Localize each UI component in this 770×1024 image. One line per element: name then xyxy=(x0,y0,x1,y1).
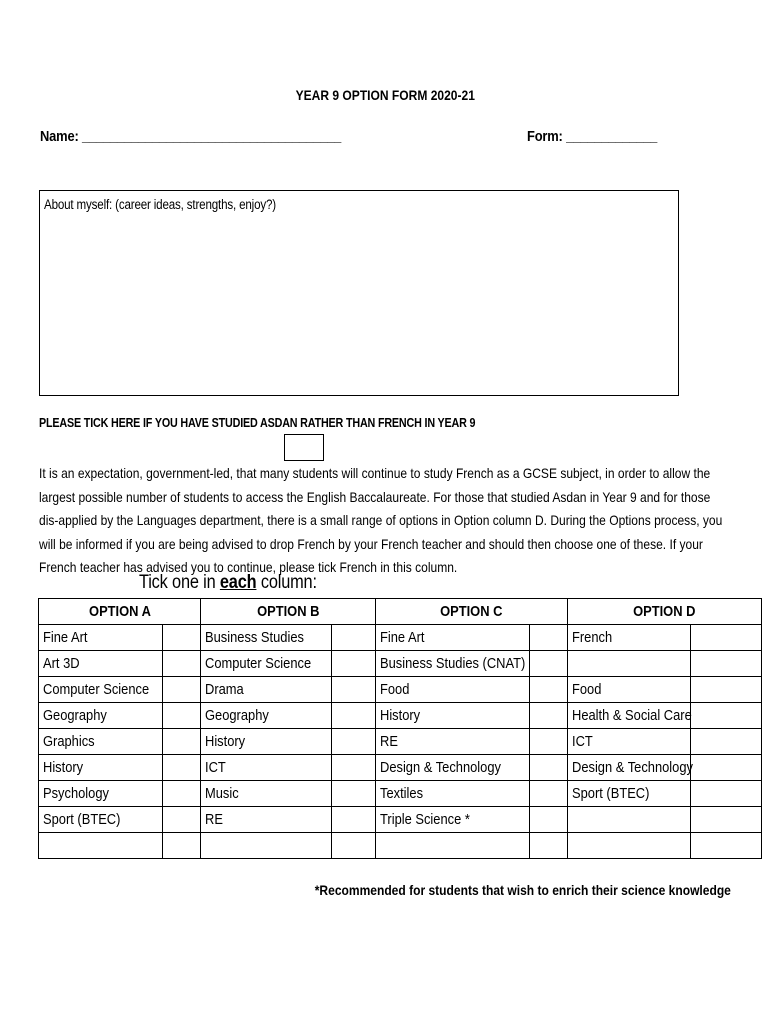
option-a-tick-cell[interactable] xyxy=(163,729,201,755)
option-d-subject: Food xyxy=(568,677,691,703)
option-a-tick-cell[interactable] xyxy=(163,625,201,651)
option-a-tick-cell[interactable] xyxy=(163,781,201,807)
option-d-subject xyxy=(568,833,691,859)
tick-instruction-emphasis: each xyxy=(219,572,257,593)
option-c-tick-cell[interactable] xyxy=(530,625,568,651)
option-b-subject: ICT xyxy=(201,755,332,781)
option-a-tick-cell[interactable] xyxy=(163,703,201,729)
option-c-subject: RE xyxy=(376,729,530,755)
about-myself-box[interactable] xyxy=(39,190,679,396)
option-d-subject: ICT xyxy=(568,729,691,755)
option-d-tick-cell[interactable] xyxy=(691,677,762,703)
table-row xyxy=(39,625,762,651)
asdan-instruction: PLEASE TICK HERE IF YOU HAVE STUDIED ASDAN RATHER THAN FRENCH IN YEAR 9 xyxy=(39,416,476,430)
option-a-tick-cell[interactable] xyxy=(163,651,201,677)
option-d-subject xyxy=(568,651,691,677)
option-d-header: OPTION D xyxy=(568,599,762,625)
option-a-subject: Sport (BTEC) xyxy=(39,807,163,833)
options-table xyxy=(38,598,762,859)
table-row xyxy=(39,781,762,807)
option-d-tick-cell[interactable] xyxy=(691,833,762,859)
option-d-tick-cell[interactable] xyxy=(691,807,762,833)
option-c-subject: Triple Science * xyxy=(376,807,530,833)
option-d-subject xyxy=(568,807,691,833)
option-c-tick-cell[interactable] xyxy=(530,703,568,729)
option-d-tick-cell[interactable] xyxy=(691,755,762,781)
option-c-tick-cell[interactable] xyxy=(530,651,568,677)
table-row xyxy=(39,651,762,677)
option-c-subject: Food xyxy=(376,677,530,703)
tick-instruction xyxy=(139,572,317,594)
table-row xyxy=(39,755,762,781)
option-d-tick-cell[interactable] xyxy=(691,703,762,729)
option-a-subject xyxy=(39,833,163,859)
option-b-tick-cell[interactable] xyxy=(332,833,376,859)
name-field[interactable]: Name: _____________________________________ xyxy=(40,128,342,145)
table-row xyxy=(39,677,762,703)
table-row xyxy=(39,703,762,729)
option-c-tick-cell[interactable] xyxy=(530,755,568,781)
table-row xyxy=(39,833,762,859)
option-a-tick-cell[interactable] xyxy=(163,677,201,703)
option-b-subject: Business Studies xyxy=(201,625,332,651)
options-header-row xyxy=(39,599,762,625)
option-c-tick-cell[interactable] xyxy=(530,781,568,807)
option-b-subject: History xyxy=(201,729,332,755)
option-c-subject: Design & Technology xyxy=(376,755,530,781)
option-d-subject: Health & Social Care xyxy=(568,703,691,729)
option-a-tick-cell[interactable] xyxy=(163,807,201,833)
option-c-tick-cell[interactable] xyxy=(530,729,568,755)
option-a-subject: Computer Science xyxy=(39,677,163,703)
option-a-tick-cell[interactable] xyxy=(163,755,201,781)
table-row xyxy=(39,807,762,833)
option-d-tick-cell[interactable] xyxy=(691,625,762,651)
option-b-tick-cell[interactable] xyxy=(332,729,376,755)
option-b-subject: Music xyxy=(201,781,332,807)
option-a-subject: Psychology xyxy=(39,781,163,807)
option-c-tick-cell[interactable] xyxy=(530,677,568,703)
option-b-subject: RE xyxy=(201,807,332,833)
option-d-subject: Sport (BTEC) xyxy=(568,781,691,807)
option-c-subject: Textiles xyxy=(376,781,530,807)
option-a-subject: Graphics xyxy=(39,729,163,755)
option-c-subject: Business Studies (CNAT) xyxy=(376,651,530,677)
form-field[interactable]: Form: _____________ xyxy=(527,128,658,145)
option-b-tick-cell[interactable] xyxy=(332,807,376,833)
form-title: YEAR 9 OPTION FORM 2020-21 xyxy=(295,87,475,103)
option-a-subject: Fine Art xyxy=(39,625,163,651)
option-a-subject: Geography xyxy=(39,703,163,729)
asdan-tick-box[interactable] xyxy=(284,434,324,461)
option-d-tick-cell[interactable] xyxy=(691,729,762,755)
option-d-tick-cell[interactable] xyxy=(691,651,762,677)
option-a-tick-cell[interactable] xyxy=(163,833,201,859)
option-c-tick-cell[interactable] xyxy=(530,833,568,859)
option-a-subject: History xyxy=(39,755,163,781)
option-c-header: OPTION C xyxy=(376,599,568,625)
option-b-subject: Drama xyxy=(201,677,332,703)
science-footnote: *Recommended for students that wish to enrich their science knowledge xyxy=(314,882,731,898)
option-d-subject: Design & Technology xyxy=(568,755,691,781)
option-b-tick-cell[interactable] xyxy=(332,625,376,651)
tick-instruction-suffix: column: xyxy=(256,572,317,593)
french-guidance-paragraph: It is an expectation, government-led, that many students will continue to study French as a GCSE subject, in order to allow the largest possible number of students to access the English Baccalaureate. For those that studied Asdan in Year 9 and for those dis-applied by the Languages department, there is a small range of options in Option column D. During the Options process, you will be informed if you are being advised to drop French by your French teacher and should then choose one of these. If your French teacher has advised you to continue, please tick French in this column. xyxy=(39,465,723,575)
option-c-subject: History xyxy=(376,703,530,729)
option-a-header: OPTION A xyxy=(39,599,201,625)
tick-instruction-prefix: Tick one in xyxy=(139,572,220,593)
option-b-tick-cell[interactable] xyxy=(332,703,376,729)
option-b-header: OPTION B xyxy=(201,599,376,625)
about-myself-label: About myself: (career ideas, strengths, enjoy?) xyxy=(44,197,276,212)
option-b-tick-cell[interactable] xyxy=(332,651,376,677)
option-c-tick-cell[interactable] xyxy=(530,807,568,833)
option-c-subject xyxy=(376,833,530,859)
option-b-subject: Geography xyxy=(201,703,332,729)
option-b-subject xyxy=(201,833,332,859)
table-row xyxy=(39,729,762,755)
option-d-tick-cell[interactable] xyxy=(691,781,762,807)
option-b-tick-cell[interactable] xyxy=(332,677,376,703)
option-b-tick-cell[interactable] xyxy=(332,781,376,807)
option-a-subject: Art 3D xyxy=(39,651,163,677)
option-b-subject: Computer Science xyxy=(201,651,332,677)
option-b-tick-cell[interactable] xyxy=(332,755,376,781)
option-c-subject: Fine Art xyxy=(376,625,530,651)
option-d-subject: French xyxy=(568,625,691,651)
